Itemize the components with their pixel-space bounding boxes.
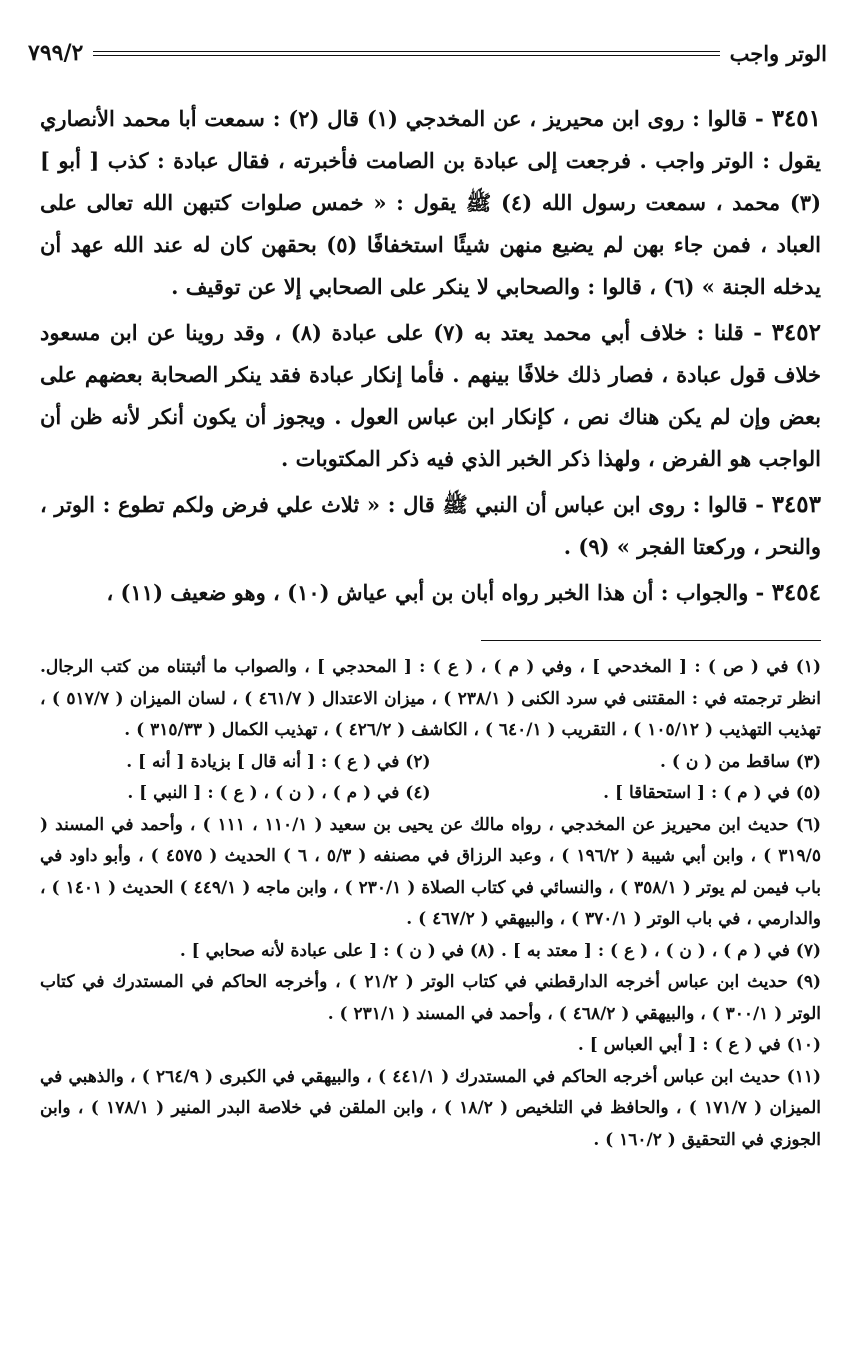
paragraph-text: - قالوا : روى ابن محيريز ، عن المخدجي (١) قال (٢) : سمعت أبا محمد الأنصاري يقول : الوتر واجب . فرجعت إلى عبادة بن الصامت فأخبرته ، فقال عبادة : كذب [ أبو ] (٣) محمد ، سمعت رسول الله (٤) ﷺ يقول : « خمس صلوات كتبهن الله تعالى على العباد ، فمن جاء بهن لم يضيع منهن شيئًا استخفافًا (٥) بحقهن كان له عند الله عهد أن يدخله الجنة » (٦) ، قالوا : والصحابي لا ينكر على الصحابي إلا عن توقيف . — [40, 106, 822, 299]
paragraph-number: ٣٤٥٤ — [771, 579, 821, 606]
footnote-row-2-3 — [40, 747, 821, 779]
footnote-10: (١٠) في ( ع ) : [ أبي العباس ] . — [577, 1035, 821, 1055]
paragraph-3451 — [40, 98, 821, 308]
paragraph-3454 — [40, 572, 821, 614]
running-head — [28, 36, 827, 70]
paragraph-text: - قالوا : روى ابن عباس أن النبي ﷺ قال : « ثلاث علي فرض ولكم تطوع : الوتر ، والنحر ، وركعتا الفجر » (٩) . — [40, 492, 821, 559]
footnote-row-4-5 — [40, 778, 821, 810]
footnote-6: (٦) حديث ابن محيريز عن المخدجي ، رواه مالك عن يحيى بن سعيد ( ١١٠/١ ، ١١١ ) ، وأحمد في المسند ( ٣١٩/٥ ) ، وابن أبي شيبة ( ١٩٦/٢ ) ، وعبد الرزاق في مصنفه ( ٥/٣ ، ٦ ) الحديث ( ٤٥٧٥ ) ، وأبو داود في باب فيمن لم يوتر ( ٣٥٨/١ ) ، والنسائي في كتاب الصلاة ( ٢٣٠/١ ) ، وابن ماجه ( ٤٤٩/١ ) الحديث ( ١٤٠١ ) ، والدارمي ، في باب الوتر ( ٣٧٠/١ ) ، والبيهقي ( ٤٦٧/٢ ) . — [40, 814, 821, 929]
header-rule — [93, 51, 719, 56]
paragraph-text: - قلنا : خلاف أبي محمد يعتد به (٧) على عبادة (٨) ، وقد روينا عن ابن مسعود خلاف قول عبادة ، فصار ذلك خلافًا بينهم . فأما إنكار عبادة فقد ينكر الصحابة بعضهم على بعض وإن لم يكن هناك نص ، كإنكار ابن عباس العول . ويجوز أن يكون أنكر لأنه ظن أن الواجب هو الفرض ، ولهذا ذكر الخبر الذي فيه ذكر المكتوبات . — [40, 320, 821, 471]
footnote-1: (١) في ( ص ) : [ المخدحي ] ، وفي ( م ) ، ( ع ) : [ المحدجي ] ، والصواب ما أثبتناه من كتب الرجال. انظر ترجمته في : المقتنى في سرد الكنى ( ٢٣٨/١ ) ، ميزان الاعتدال ( ٤٦١/٧ ) ، لسان الميزان ( ٥١٧/٧ ) ، تهذيب التهذيب ( ١٠٥/١٢ ) ، التقريب ( ٦٤٠/١ ) ، الكاشف ( ٤٢٦/٢ ) ، تهذيب الكمال ( ٣١٥/٣٣ ) . — [40, 657, 821, 740]
running-title: الوتر واجب — [729, 40, 827, 66]
footnote-divider — [481, 640, 821, 641]
paragraph-number: ٣٤٥١ — [771, 105, 821, 132]
footnote-9: (٩) حديث ابن عباس أخرجه الدارقطني في كتاب الوتر ( ٢١/٢ ) ، وأخرجه الحاكم في المستدرك في كتاب الوتر ( ٣٠٠/١ ) ، والبيهقي ( ٤٦٨/٢ ) ، وأحمد في المسند ( ٢٣١/١ ) . — [40, 972, 821, 1024]
footnote-5: (٥) في ( م ) : [ استحقاقا ] . — [603, 783, 821, 803]
footnote-2: (٢) في ( ع ) : [ أنه قال ] بزيادة [ أنه ] . — [126, 751, 431, 772]
paragraph-3453 — [40, 484, 821, 568]
paragraph-number: ٣٤٥٣ — [771, 491, 821, 518]
paragraph-number: ٣٤٥٢ — [771, 319, 821, 346]
footnote-7-8: (٧) في ( م ) ، ( ن ) ، ( ع ) : [ معتد به ] . (٨) في ( ن ) : [ على عبادة لأنه صحابي ] . — [179, 940, 821, 961]
footnotes — [40, 652, 821, 1156]
main-text — [40, 98, 821, 618]
paragraph-text: - والجواب : أن هذا الخبر رواه أبان بن أبي عياش (١٠) ، وهو ضعيف (١١) ، — [106, 580, 772, 605]
paragraph-3452 — [40, 312, 821, 480]
footnote-4: (٤) في ( م ) ، ( ن ) ، ( ع ) : [ النبي ] . — [127, 783, 431, 803]
page-number: ٧٩٩/٢ — [28, 40, 84, 66]
footnote-11: (١١) حديث ابن عباس أخرجه الحاكم في المستدرك ( ٤٤١/١ ) ، والبيهقي في الكبرى ( ٢٦٤/٩ ) ، والذهبي في الميزان ( ١٧١/٧ ) ، والحافظ في التلخيص ( ١٨/٢ ) ، وابن الملقن في خلاصة البدر المنير ( ١٧٨/١ ) ، وابن الجوزي في التحقيق ( ١٦٠/٢ ) . — [40, 1066, 822, 1150]
footnote-3: (٣) ساقط من ( ن ) . — [660, 751, 821, 772]
